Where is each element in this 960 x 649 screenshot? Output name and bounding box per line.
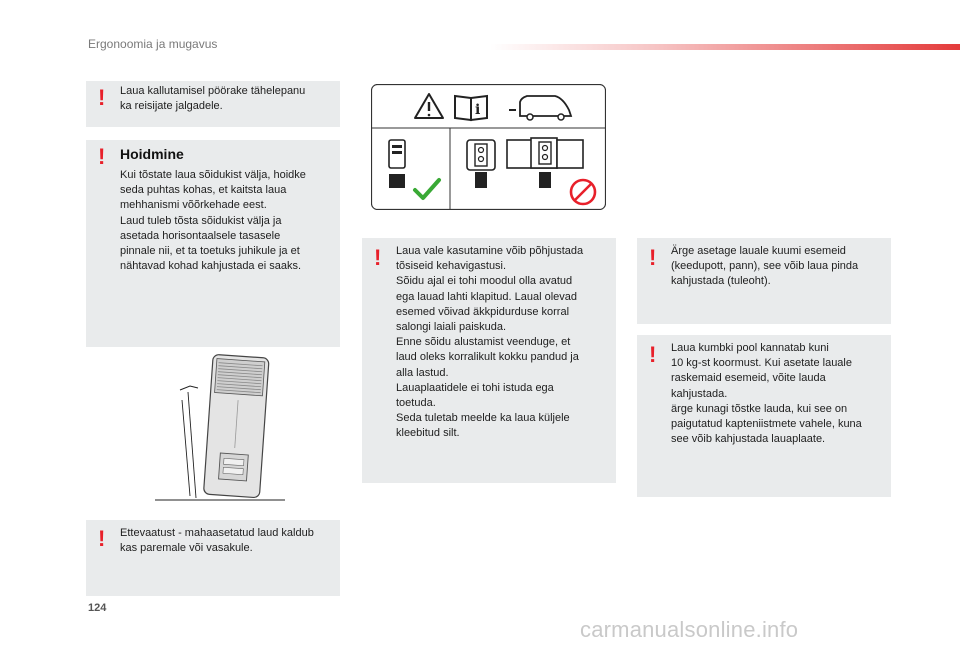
folded-table-icon [389, 140, 405, 188]
maintenance-text: Kui tõstate laua sõidukist välja, hoidke seda puhtas kohas, et kaitsta laua mehhanismi võõrkehade eest. Laud tuleb tõsta sõidukist välja ja asetada horisontaalsele tasasele pinnale nii, et ta toetuks juhikule ja et nähtavad kohad kahjustada ei saaks. [120, 169, 306, 273]
misuse-warning-text: Laua vale kasutamine võib põhjustada tõsiseid kehavigastusi. Sõidu ajal ei tohi moodul olla avatud ega lauad lahti klapitud. Laual olevad esemed võivad äkkpidurduse korral salongi laiali paiskuda. Enne sõidu alustamist veenduge, et laud oleks korralikult kokku pandud ja alla lastud. Lauaplaatidele ei tohi istuda ega toetuda. Seda tuletab meelde ka laua küljele kleebitud silt. [396, 245, 584, 440]
warning-icon: ! [98, 526, 106, 551]
warning-icon: ! [649, 342, 657, 367]
misuse-warning-box [362, 238, 616, 483]
watermark[interactable]: carmanualsonline.info [580, 617, 799, 642]
header-title: Ergonoomia ja mugavus [88, 37, 218, 51]
load-limit-text: Laua kumbki pool kannatab kuni 10 kg-st koormust. Kui asetate lauale raskemaid esemeid, võite lauda kahjustada. ärge kunagi tõstke lauda, kui see on paigutatud kapteniistmete vahele, kuna see võib kahjustada lauaplaate. [671, 342, 862, 446]
warning-icon: ! [649, 245, 657, 270]
folded-table-illustration [150, 350, 290, 515]
tilt-caution-box [86, 520, 340, 596]
warning-icon: ! [98, 144, 106, 169]
warning-icon: ! [374, 245, 382, 270]
tilt-caution-text: Ettevaatust - mahaasetatud laud kaldub kas paremale või vasakule. [120, 527, 314, 555]
maintenance-heading: Hoidmine [120, 146, 184, 162]
load-limit-box [637, 335, 891, 497]
warning-icon: ! [98, 85, 106, 110]
hot-objects-text: Ärge asetage lauale kuumi esemeid (keedupott, pann), see võib laua pinda kahjustada (tuleoht). [671, 245, 859, 288]
table-usage-pictogram [371, 84, 606, 210]
maintenance-box [86, 140, 340, 347]
header-accent-bar [490, 44, 960, 50]
page-number: 124 [88, 602, 107, 614]
hot-objects-box [637, 238, 891, 324]
book-info-symbol: i [475, 102, 481, 118]
tilt-warning-text: Laua kallutamisel pöörake tähelepanu ka reisijate jalgadele. [120, 85, 306, 113]
tilt-warning-box [86, 81, 340, 127]
